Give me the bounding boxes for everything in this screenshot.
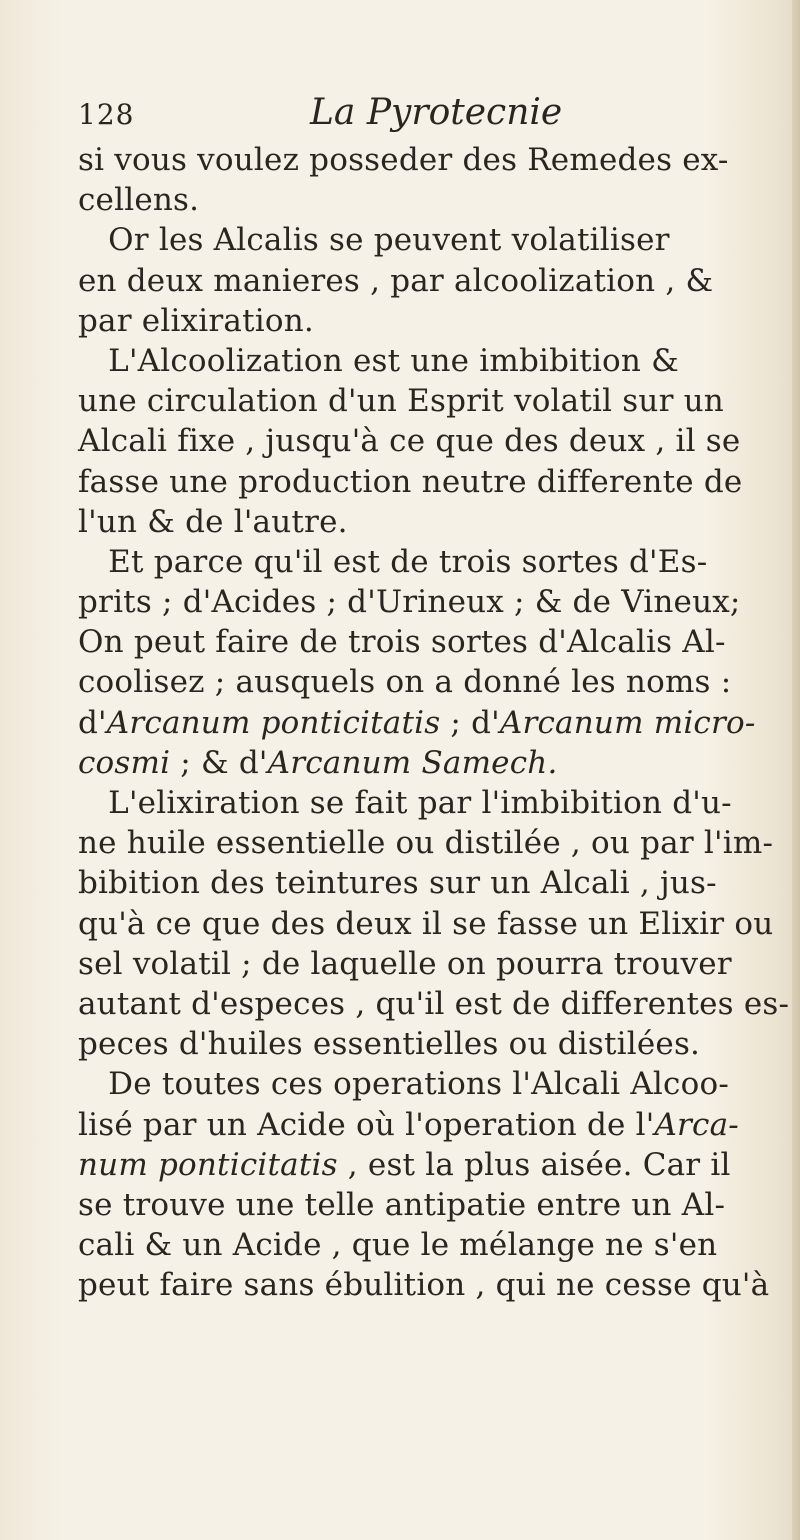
text-segment: fasse une production neutre differente de	[78, 463, 743, 500]
text-segment: cali & un Acide , que le mélange ne s'en	[78, 1227, 718, 1264]
text-segment: cellens.	[78, 182, 200, 219]
page-header	[78, 92, 758, 138]
italic-segment: num ponticitatis	[78, 1146, 338, 1183]
text-line	[78, 1225, 768, 1265]
text-line	[78, 140, 768, 180]
text-line	[78, 462, 768, 502]
text-segment: sel volatil ; de laquelle on pourra trouver	[78, 945, 732, 982]
text-line	[78, 863, 768, 903]
text-segment: autant d'especes , qu'il est de differentes es-	[78, 985, 790, 1022]
text-line	[78, 502, 768, 542]
text-segment: l'un & de l'autre.	[78, 503, 348, 540]
text-line	[78, 180, 768, 220]
text-line	[78, 341, 768, 381]
text-line	[78, 703, 768, 743]
text-line	[78, 743, 768, 783]
text-segment: peut faire sans ébulition , qui ne cesse qu'à	[78, 1267, 770, 1304]
text-line	[78, 662, 768, 702]
text-segment: Or les Alcalis se peuvent volatiliser	[78, 222, 670, 259]
text-line	[78, 1024, 768, 1064]
text-segment: bibition des teintures sur un Alcali , jus-	[78, 865, 717, 902]
text-segment: coolisez ; ausquels on a donné les noms :	[78, 664, 732, 701]
text-segment: Et parce qu'il est de trois sortes d'Es-	[78, 543, 708, 580]
text-segment: lisé par un Acide où l'operation de l'	[78, 1106, 655, 1143]
text-line	[78, 984, 790, 1024]
text-segment: par elixiration.	[78, 302, 314, 339]
italic-segment: Arcanum Samech.	[267, 744, 558, 781]
running-title: La Pyrotecnie	[310, 92, 563, 133]
text-line	[78, 301, 768, 341]
text-line	[78, 1064, 768, 1104]
text-segment: Alcali fixe , jusqu'à ce que des deux , il se	[78, 423, 741, 460]
text-line	[78, 421, 768, 461]
text-line	[78, 622, 768, 662]
text-line	[78, 1265, 768, 1305]
text-segment: peces d'huiles essentielles ou distilées.	[78, 1026, 701, 1063]
text-line	[78, 904, 774, 944]
text-line	[78, 1145, 768, 1185]
text-line	[78, 381, 768, 421]
text-segment: ; d'	[440, 704, 500, 741]
text-segment: De toutes ces operations l'Alcali Alcoo-	[78, 1066, 729, 1103]
italic-segment: cosmi	[78, 744, 171, 781]
text-segment: une circulation d'un Esprit volatil sur un	[78, 383, 724, 420]
text-segment: si vous voulez posseder des Remedes ex-	[78, 142, 729, 178]
text-segment: prits ; d'Acides ; d'Urineux ; & de Vineux;	[78, 584, 741, 621]
text-line	[78, 783, 768, 823]
text-segment: se trouve une telle antipatie entre un Al-	[78, 1186, 726, 1223]
text-line	[78, 1105, 768, 1145]
italic-segment: Arca-	[654, 1106, 739, 1143]
text-line	[78, 220, 768, 260]
text-segment: ; & d'	[170, 744, 268, 781]
text-segment: ne huile essentielle ou distilée , ou par l'im-	[78, 825, 774, 862]
body-text	[78, 140, 790, 1305]
text-segment: On peut faire de trois sortes d'Alcalis Al-	[78, 624, 726, 661]
text-segment: d'	[78, 704, 107, 741]
page-edge	[792, 0, 800, 1540]
text-segment: qu'à ce que des deux il se fasse un Elixir ou	[78, 905, 774, 942]
text-line	[78, 582, 768, 622]
text-line	[78, 944, 768, 984]
text-line	[78, 261, 768, 301]
text-line	[78, 823, 774, 863]
text-segment: en deux manieres , par alcoolization , &	[78, 262, 714, 299]
page-number: 128	[78, 98, 135, 131]
text-segment: L'Alcoolization est une imbibition &	[78, 342, 679, 379]
italic-segment: Arcanum micro-	[499, 704, 756, 741]
text-line	[78, 542, 768, 582]
text-segment: , est la plus aisée. Car il	[337, 1146, 731, 1183]
text-line	[78, 1185, 768, 1225]
text-segment: L'elixiration se fait par l'imbibition d'u-	[78, 785, 732, 821]
italic-segment: Arcanum ponticitatis	[106, 704, 441, 741]
